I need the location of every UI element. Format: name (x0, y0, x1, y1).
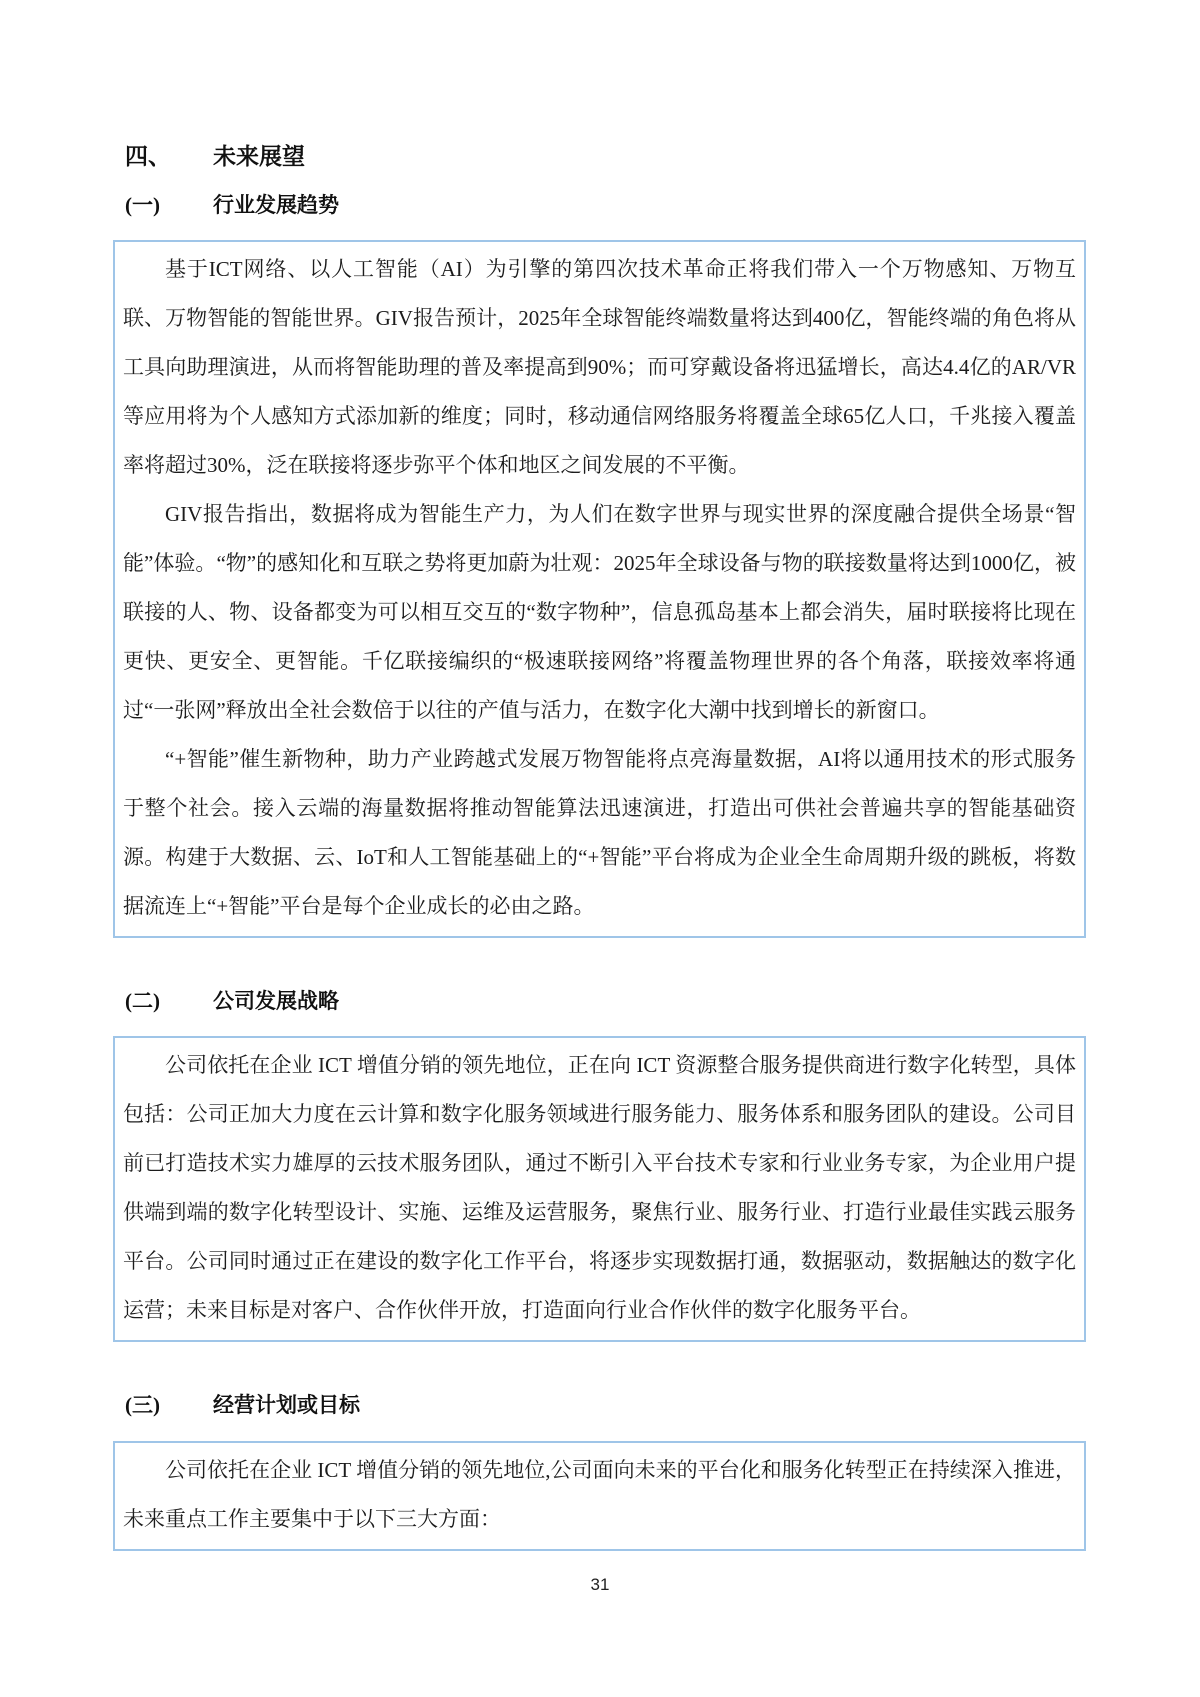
subsection-heading-2 (125, 988, 1200, 1014)
subsection-heading-3 (125, 1392, 1200, 1418)
subsection-1-title: 行业发展趋势 (213, 192, 339, 217)
subsection-2-number: (二) (125, 989, 160, 1013)
page-number: 31 (590, 1574, 610, 1594)
paragraph: GIV报告指出，数据将成为智能生产力，为人们在数字世界与现实世界的深度融合提供全场景“智能”体验。“物”的感知化和互联之势将更加蔚为壮观：2025年全球设备与物的联接数量将达到1000亿，被联接的人、物、设备都变为可以相互交互的“数字物种”，信息孤岛基本上都会消失，届时联接将比现在更快、更安全、更智能。千亿联接编织的“极速联接网络”将覆盖物理世界的各个角落，联接效率将通过“一张网”释放出全社会数倍于以往的产值与活力，在数字化大潮中找到增长的新窗口。 (123, 502, 1076, 722)
section-title: 未来展望 (213, 144, 305, 169)
section-heading (125, 143, 1200, 172)
section-number: 四、 (125, 144, 171, 169)
paragraph: 公司依托在企业 ICT 增值分销的领先地位，正在向 ICT 资源整合服务提供商进行数字化转型，具体包括：公司正加大力度在云计算和数字化服务领域进行服务能力、服务体系和服务团队的建设。公司目前已打造技术实力雄厚的云技术服务团队，通过不断引入平台技术专家和行业业务专家，为企业用户提供端到端的数字化转型设计、实施、运维及运营服务，聚焦行业、服务行业、打造行业最佳实践云服务平台。公司同时通过正在建设的数字化工作平台，将逐步实现数据打通，数据驱动，数据触达的数字化运营；未来目标是对客户、合作伙伴开放，打造面向行业合作伙伴的数字化服务平台。 (123, 1053, 1076, 1323)
paragraph: “+智能”催生新物种，助力产业跨越式发展万物智能将点亮海量数据，AI将以通用技术的形式服务于整个社会。接入云端的海量数据将推动智能算法迅速演进，打造出可供社会普遍共享的智能基础资源。构建于大数据、云、IoT和人工智能基础上的“+智能”平台将成为企业全生命周期升级的跳板，将数据流连上“+智能”平台是每个企业成长的必由之路。 (123, 747, 1076, 918)
subsection-heading-1 (125, 192, 1200, 218)
subsection-1-number: (一) (125, 192, 160, 217)
subsection-3-number: (三) (125, 1393, 160, 1418)
paragraph: 公司依托在企业 ICT 增值分销的领先地位,公司面向未来的平台化和服务化转型正在持续深入推进，未来重点工作主要集中于以下三大方面： (123, 1457, 1076, 1531)
text-box-company-strategy (113, 1036, 1086, 1342)
subsection-3-title: 经营计划或目标 (213, 1393, 360, 1418)
text-box-industry-trends (113, 240, 1086, 938)
text-box-business-plan (113, 1441, 1086, 1551)
paragraph: 基于ICT网络、以人工智能（AI）为引擎的第四次技术革命正将我们带入一个万物感知、万物互联、万物智能的智能世界。GIV报告预计，2025年全球智能终端数量将达到400亿，智能终端的角色将从工具向助理演进，从而将智能助理的普及率提高到90%；而可穿戴设备将迅猛增长，高达4.4亿的AR/VR等应用将为个人感知方式添加新的维度；同时，移动通信网络服务将覆盖全球65亿人口，千兆接入覆盖率将超过30%，泛在联接将逐步弥平个体和地区之间发展的不平衡。 (123, 257, 1076, 477)
subsection-2-title: 公司发展战略 (213, 989, 339, 1013)
